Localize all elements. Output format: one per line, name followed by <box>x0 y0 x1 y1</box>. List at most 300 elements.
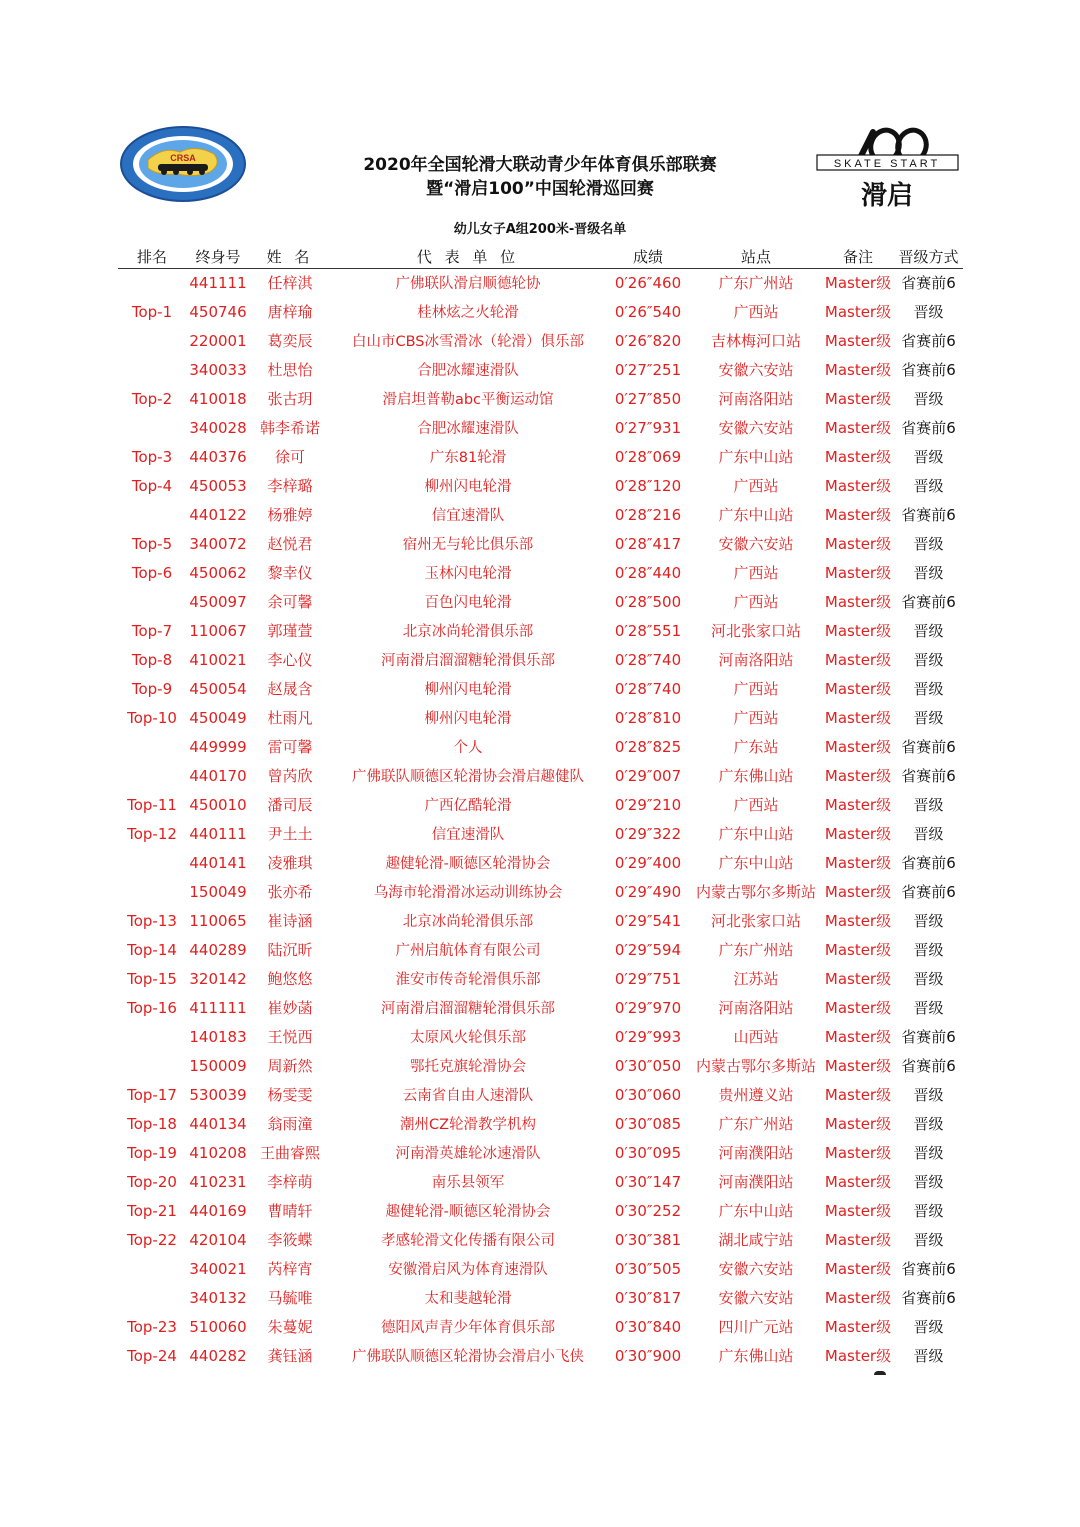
table-row <box>118 819 963 848</box>
cell-score: 0′28″825 <box>614 737 682 756</box>
cell-note: Master级 <box>824 448 892 466</box>
cell-note: Master级 <box>824 912 892 930</box>
cell-team: 滑启坦普勒abc平衡运动馆 <box>382 392 554 408</box>
cell-name: 杨雯雯 <box>267 1086 313 1104</box>
cell-score: 0′30″147 <box>614 1172 682 1191</box>
cell-method: 晋级 <box>913 796 944 814</box>
cell-team: 合肥冰耀速滑队 <box>417 363 519 379</box>
cell-station: 广东中山站 <box>718 854 794 872</box>
cell-team: 孝感轮滑文化传播有限公司 <box>381 1233 555 1249</box>
cell-id: 440282 <box>189 1346 247 1365</box>
cell-team: 潮州CZ轮滑教学机构 <box>399 1117 537 1133</box>
cell-station: 广东佛山站 <box>718 1347 794 1365</box>
cell-score: 0′29″490 <box>614 882 682 901</box>
cell-note: Master级 <box>824 622 892 640</box>
table-row <box>118 442 963 471</box>
cell-method: 晋级 <box>913 1347 944 1365</box>
cell-note: Master级 <box>824 1231 892 1249</box>
cell-note: Master级 <box>824 303 892 321</box>
cell-rank: Top-7 <box>131 621 173 640</box>
cell-name: 杨雅婷 <box>267 506 313 524</box>
cell-station: 广西站 <box>733 593 779 611</box>
cell-method: 晋级 <box>913 535 944 553</box>
cell-note: Master级 <box>824 390 892 408</box>
cell-rank <box>118 326 186 355</box>
cell-name: 周新然 <box>267 1057 313 1075</box>
cell-team: 柳州闪电轮滑 <box>424 711 512 727</box>
cell-name: 朱蔓妮 <box>267 1318 313 1336</box>
skate-start-logo-cn: 滑启 <box>860 181 914 211</box>
col-score-header: 成绩 <box>632 247 663 266</box>
cell-id: 440376 <box>189 447 247 466</box>
cell-team: 北京冰尚轮滑俱乐部 <box>402 914 534 930</box>
cell-note: Master级 <box>824 332 892 350</box>
cell-team: 德阳风声青少年体育俱乐部 <box>381 1320 555 1336</box>
cell-note: Master级 <box>824 1115 892 1133</box>
cell-team: 广西亿酷轮滑 <box>424 798 512 814</box>
cell-rank: Top-9 <box>131 679 173 698</box>
cell-team: 合肥冰耀速滑队 <box>417 421 519 437</box>
cell-team: 信宜速滑队 <box>431 508 505 524</box>
cell-name: 马毓唯 <box>267 1289 313 1307</box>
cell-note: Master级 <box>824 680 892 698</box>
cell-method: 晋级 <box>913 448 944 466</box>
cell-station: 广东广州站 <box>718 274 794 292</box>
cell-rank <box>118 413 186 442</box>
cell-score: 0′28″740 <box>614 650 682 669</box>
cell-score: 0′29″594 <box>614 940 682 959</box>
cell-score: 0′28″551 <box>614 621 682 640</box>
table-row <box>118 848 963 877</box>
cell-team: 广佛联队滑启顺德轮协 <box>395 276 541 292</box>
cell-score: 0′29″210 <box>614 795 682 814</box>
cell-note: Master级 <box>824 274 892 292</box>
cell-name: 雷可馨 <box>267 738 313 756</box>
cell-id: 450054 <box>189 679 247 698</box>
cell-id: 440141 <box>189 853 247 872</box>
cell-name: 王曲睿熙 <box>259 1144 320 1162</box>
cell-team: 安徽滑启风为体育速滑队 <box>388 1262 548 1278</box>
table-row <box>118 587 963 616</box>
cell-rank: Top-14 <box>127 940 177 959</box>
cell-station: 广西站 <box>733 564 779 582</box>
cell-station: 湖北咸宁站 <box>718 1231 794 1249</box>
cell-score: 0′29″400 <box>614 853 682 872</box>
cell-station: 山西站 <box>733 1028 779 1046</box>
cell-id: 441111 <box>189 273 247 292</box>
cell-rank: Top-8 <box>131 650 173 669</box>
cell-name: 韩李希诺 <box>259 419 320 437</box>
table-row <box>118 703 963 732</box>
cell-rank: Top-15 <box>127 969 177 988</box>
cell-id: 411111 <box>189 998 247 1017</box>
cell-team: 广佛联队顺德区轮滑协会滑启趣健队 <box>352 769 584 785</box>
cell-score: 0′30″095 <box>614 1143 682 1162</box>
cell-station: 广西站 <box>733 680 779 698</box>
cell-score: 0′30″060 <box>614 1085 682 1104</box>
cell-note: Master级 <box>824 854 892 872</box>
table-row <box>118 1254 963 1283</box>
cell-id: 340021 <box>189 1259 247 1278</box>
crsa-logo-text: CRSA <box>170 153 196 163</box>
cell-name: 王悦西 <box>267 1028 313 1046</box>
cell-name: 葛奕辰 <box>267 332 313 350</box>
table-row <box>118 964 963 993</box>
cell-rank <box>118 1022 186 1051</box>
cell-name: 尹土土 <box>267 825 313 843</box>
cell-score: 0′29″541 <box>614 911 682 930</box>
cell-team: 广东81轮滑 <box>429 450 507 466</box>
cell-station: 广东中山站 <box>718 825 794 843</box>
cell-method: 省赛前6 <box>901 1260 956 1278</box>
cell-rank: Top-17 <box>127 1085 177 1104</box>
cell-id: 340132 <box>189 1288 247 1307</box>
table-row <box>118 1167 963 1196</box>
cell-name: 赵悦君 <box>267 535 313 553</box>
cell-name: 崔妙菡 <box>267 999 313 1017</box>
cell-team: 个人 <box>453 740 483 756</box>
cell-team: 玉林闪电轮滑 <box>424 566 512 582</box>
table-row <box>118 297 963 326</box>
cell-score: 0′28″417 <box>614 534 682 553</box>
table-row <box>118 355 963 384</box>
cell-score: 0′29″751 <box>614 969 682 988</box>
cell-id: 410208 <box>189 1143 247 1162</box>
cell-station: 贵州遵义站 <box>718 1086 794 1104</box>
cell-id: 440134 <box>189 1114 247 1133</box>
cell-score: 0′29″970 <box>614 998 682 1017</box>
cell-note: Master级 <box>824 1347 892 1365</box>
cell-note: Master级 <box>824 564 892 582</box>
cell-note: Master级 <box>824 883 892 901</box>
cell-score: 0′28″810 <box>614 708 682 727</box>
table-row <box>118 1138 963 1167</box>
cell-method: 晋级 <box>913 999 944 1017</box>
cell-method: 晋级 <box>913 1318 944 1336</box>
cell-id: 150009 <box>189 1056 247 1075</box>
document-title: 2020年全国轮滑大联动青少年体育俱乐部联赛 <box>363 155 717 175</box>
cell-score: 0′28″500 <box>614 592 682 611</box>
cell-score: 0′30″817 <box>614 1288 682 1307</box>
cell-team: 百色闪电轮滑 <box>424 595 512 611</box>
cell-note: Master级 <box>824 361 892 379</box>
cell-score: 0′27″850 <box>614 389 682 408</box>
cell-id: 150049 <box>189 882 247 901</box>
cell-name: 潘司辰 <box>267 796 313 814</box>
cell-station: 河南洛阳站 <box>718 651 794 669</box>
cell-method: 省赛前6 <box>901 332 956 350</box>
table-row <box>118 326 963 355</box>
cell-station: 安徽六安站 <box>718 361 794 379</box>
cell-note: Master级 <box>824 1144 892 1162</box>
cell-station: 广东广州站 <box>718 1115 794 1133</box>
cell-id: 410021 <box>189 650 247 669</box>
table-row <box>118 616 963 645</box>
cell-name: 鲍悠悠 <box>267 970 313 988</box>
cell-station: 广东广州站 <box>718 941 794 959</box>
cell-station: 四川广元站 <box>718 1318 794 1336</box>
table-row <box>118 993 963 1022</box>
cell-method: 晋级 <box>913 941 944 959</box>
col-rank-header: 排名 <box>136 247 167 266</box>
cell-id: 410018 <box>189 389 247 408</box>
cell-note: Master级 <box>824 651 892 669</box>
cell-note: Master级 <box>824 1028 892 1046</box>
table-row <box>118 1312 963 1341</box>
cell-station: 江苏站 <box>733 970 779 988</box>
cell-name: 黎幸仪 <box>267 564 313 582</box>
skate-start-logo-text: SKATE START <box>833 158 941 170</box>
cell-score: 0′28″069 <box>614 447 682 466</box>
cell-team: 白山市CBS冰雪滑冰（轮滑）俱乐部 <box>351 334 585 350</box>
cell-team: 柳州闪电轮滑 <box>424 479 512 495</box>
cell-rank <box>118 500 186 529</box>
cell-team: 河南滑英雄轮冰速滑队 <box>395 1146 541 1162</box>
cell-name: 芮梓宵 <box>267 1260 313 1278</box>
cell-name: 徐可 <box>274 448 305 466</box>
cell-note: Master级 <box>824 593 892 611</box>
cell-name: 翁雨潼 <box>267 1115 313 1133</box>
table-row <box>118 1051 963 1080</box>
table-row <box>118 384 963 413</box>
cell-name: 李筱蝶 <box>267 1231 313 1249</box>
cell-method: 省赛前6 <box>901 274 956 292</box>
cell-score: 0′29″993 <box>614 1027 682 1046</box>
col-id-header: 终身号 <box>195 247 241 266</box>
cell-method: 晋级 <box>913 477 944 495</box>
cell-method: 晋级 <box>913 390 944 408</box>
cell-rank: Top-22 <box>127 1230 177 1249</box>
cell-name: 龚钰涵 <box>267 1347 313 1365</box>
cell-rank: Top-20 <box>127 1172 177 1191</box>
cell-method: 晋级 <box>913 912 944 930</box>
cell-id: 510060 <box>189 1317 247 1336</box>
cell-score: 0′28″216 <box>614 505 682 524</box>
cell-id: 440170 <box>189 766 247 785</box>
cell-note: Master级 <box>824 1289 892 1307</box>
cell-id: 340028 <box>189 418 247 437</box>
cell-note: Master级 <box>824 709 892 727</box>
cell-team: 信宜速滑队 <box>431 827 505 843</box>
cell-name: 曾芮欣 <box>267 767 313 785</box>
cell-rank: Top-21 <box>127 1201 177 1220</box>
cell-name: 曹晴轩 <box>267 1202 313 1220</box>
cell-score: 0′28″440 <box>614 563 682 582</box>
cell-team: 河南滑启溜溜糖轮滑俱乐部 <box>381 653 555 669</box>
cell-note: Master级 <box>824 796 892 814</box>
cell-rank: Top-13 <box>127 911 177 930</box>
cell-name: 李梓萌 <box>267 1173 313 1191</box>
cell-team: 南乐县领军 <box>431 1175 505 1191</box>
cell-method: 省赛前6 <box>901 854 956 872</box>
cell-team: 鄂托克旗轮滑协会 <box>410 1059 526 1075</box>
cell-team: 河南滑启溜溜糖轮滑俱乐部 <box>381 1001 555 1017</box>
cell-team: 柳州闪电轮滑 <box>424 682 512 698</box>
cell-note: Master级 <box>824 1086 892 1104</box>
cell-name: 崔诗涵 <box>267 912 313 930</box>
cell-rank: Top-6 <box>131 563 173 582</box>
cell-team: 淮安市传奇轮滑俱乐部 <box>395 972 541 988</box>
cell-note: Master级 <box>824 1057 892 1075</box>
table-row <box>118 790 963 819</box>
cell-score: 0′28″120 <box>614 476 682 495</box>
cell-station: 广西站 <box>733 709 779 727</box>
cell-id: 450062 <box>189 563 247 582</box>
cell-note: Master级 <box>824 506 892 524</box>
cell-note: Master级 <box>824 419 892 437</box>
cell-score: 0′30″840 <box>614 1317 682 1336</box>
cell-note: Master级 <box>824 1173 892 1191</box>
cell-note: Master级 <box>824 738 892 756</box>
table-row <box>118 1283 963 1312</box>
cell-team: 广州启航体育有限公司 <box>395 943 541 959</box>
cell-rank <box>118 761 186 790</box>
cell-team: 乌海市轮滑滑冰运动训练协会 <box>373 885 563 901</box>
cell-method: 晋级 <box>913 1231 944 1249</box>
table-row <box>118 1109 963 1138</box>
cell-note: Master级 <box>824 1318 892 1336</box>
table-row <box>118 268 963 297</box>
cell-rank <box>118 877 186 906</box>
cell-method: 省赛前6 <box>901 593 956 611</box>
cell-rank: Top-3 <box>131 447 173 466</box>
cell-rank <box>118 1283 186 1312</box>
cell-method: 省赛前6 <box>901 1289 956 1307</box>
cell-team: 趣健轮滑-顺德区轮滑协会 <box>385 1204 551 1220</box>
cell-method: 晋级 <box>913 651 944 669</box>
cell-note: Master级 <box>824 941 892 959</box>
cell-id: 220001 <box>189 331 247 350</box>
cell-score: 0′29″322 <box>614 824 682 843</box>
cell-id: 320142 <box>189 969 247 988</box>
cell-id: 440111 <box>189 824 247 843</box>
cell-note: Master级 <box>824 1202 892 1220</box>
cell-id: 440122 <box>189 505 247 524</box>
cell-id: 110065 <box>189 911 247 930</box>
cell-method: 省赛前6 <box>901 361 956 379</box>
col-name-header: 姓 名 <box>266 247 314 266</box>
cell-id: 449999 <box>189 737 247 756</box>
cell-team: 趣健轮滑-顺德区轮滑协会 <box>385 856 551 872</box>
table-row <box>118 645 963 674</box>
cell-id: 440289 <box>189 940 247 959</box>
cell-id: 340072 <box>189 534 247 553</box>
cell-note: Master级 <box>824 825 892 843</box>
cell-id: 410231 <box>189 1172 247 1191</box>
cell-score: 0′28″740 <box>614 679 682 698</box>
table-row <box>118 1080 963 1109</box>
table-row <box>118 732 963 761</box>
cell-name: 杜思怡 <box>267 361 313 379</box>
table-row <box>118 413 963 442</box>
cell-method: 晋级 <box>913 970 944 988</box>
cell-score: 0′30″381 <box>614 1230 682 1249</box>
cell-station: 广东中山站 <box>718 506 794 524</box>
cell-team: 云南省自由人速滑队 <box>402 1088 534 1104</box>
cell-name: 郭瑾萱 <box>267 622 313 640</box>
cell-name: 唐梓瑜 <box>267 303 313 321</box>
table-row <box>118 500 963 529</box>
cell-name: 陆沉昕 <box>267 941 313 959</box>
cell-rank <box>118 1254 186 1283</box>
col-team-header: 代 表 单 位 <box>416 247 520 266</box>
cell-station: 河南濮阳站 <box>718 1144 794 1162</box>
cell-note: Master级 <box>824 970 892 988</box>
table-row <box>118 877 963 906</box>
page-mark <box>874 1371 886 1375</box>
table-row <box>118 1341 963 1370</box>
cell-name: 任梓淇 <box>267 274 313 292</box>
cell-rank: Top-11 <box>127 795 177 814</box>
cell-name: 张古玥 <box>267 390 313 408</box>
cell-score: 0′26″460 <box>614 273 682 292</box>
cell-method: 晋级 <box>913 303 944 321</box>
cell-name: 凌雅琪 <box>267 854 313 872</box>
cell-id: 110067 <box>189 621 247 640</box>
cell-method: 晋级 <box>913 1086 944 1104</box>
cell-rank: Top-4 <box>131 476 173 495</box>
cell-note: Master级 <box>824 999 892 1017</box>
table-row <box>118 674 963 703</box>
cell-id: 450049 <box>189 708 247 727</box>
cell-station: 安徽六安站 <box>718 1289 794 1307</box>
cell-station: 河北张家口站 <box>710 912 801 930</box>
cell-note: Master级 <box>824 767 892 785</box>
table-row <box>118 1225 963 1254</box>
table-row <box>118 1196 963 1225</box>
cell-name: 张亦希 <box>267 883 313 901</box>
cell-id: 450010 <box>189 795 247 814</box>
cell-method: 晋级 <box>913 680 944 698</box>
cell-id: 530039 <box>189 1085 247 1104</box>
cell-rank: Top-24 <box>127 1346 177 1365</box>
cell-rank: Top-18 <box>127 1114 177 1133</box>
cell-rank <box>118 355 186 384</box>
cell-id: 450053 <box>189 476 247 495</box>
cell-station: 广东中山站 <box>718 1202 794 1220</box>
cell-score: 0′30″900 <box>614 1346 682 1365</box>
table-row <box>118 1022 963 1051</box>
cell-id: 440169 <box>189 1201 247 1220</box>
cell-name: 赵晟含 <box>267 680 313 698</box>
cell-method: 晋级 <box>913 622 944 640</box>
cell-rank: Top-2 <box>131 389 173 408</box>
cell-score: 0′26″540 <box>614 302 682 321</box>
cell-station: 广西站 <box>733 477 779 495</box>
cell-team: 桂林炫之火轮滑 <box>417 305 519 321</box>
cell-score: 0′26″820 <box>614 331 682 350</box>
cell-name: 余可馨 <box>267 593 313 611</box>
cell-rank <box>118 587 186 616</box>
cell-method: 省赛前6 <box>901 738 956 756</box>
cell-score: 0′29″007 <box>614 766 682 785</box>
cell-station: 河南洛阳站 <box>718 999 794 1017</box>
cell-method: 省赛前6 <box>901 506 956 524</box>
cell-rank <box>118 1051 186 1080</box>
cell-station: 内蒙古鄂尔多斯站 <box>695 1057 816 1075</box>
cell-method: 省赛前6 <box>901 419 956 437</box>
cell-rank: Top-5 <box>131 534 173 553</box>
cell-method: 晋级 <box>913 1115 944 1133</box>
cell-station: 河北张家口站 <box>710 622 801 640</box>
table-row <box>118 935 963 964</box>
cell-team: 太原风火轮俱乐部 <box>410 1030 526 1046</box>
cell-name: 李梓璐 <box>267 477 313 495</box>
cell-station: 河南洛阳站 <box>718 390 794 408</box>
col-station-header: 站点 <box>740 247 771 266</box>
cell-method: 省赛前6 <box>901 1057 956 1075</box>
cell-rank: Top-19 <box>127 1143 177 1162</box>
